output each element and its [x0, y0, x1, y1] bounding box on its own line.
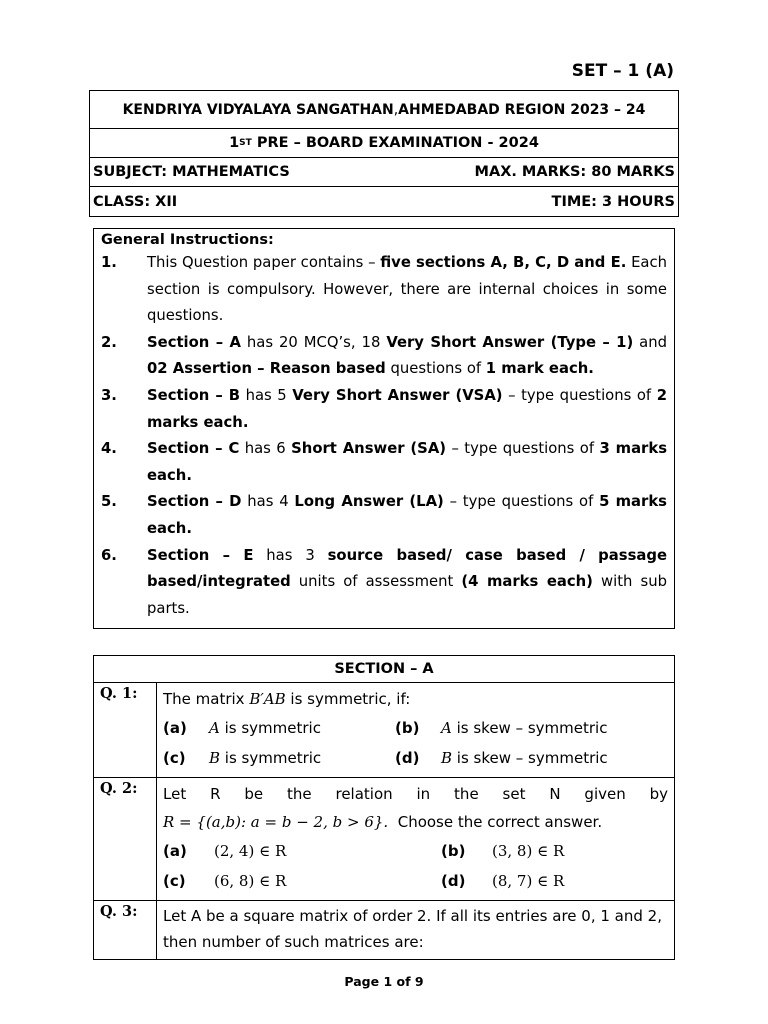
section-a-table [93, 655, 675, 960]
subject: SUBJECT: MATHEMATICS [93, 164, 290, 180]
option-a [163, 836, 441, 866]
instruction-fragment: Each section is compulsory. However, there are internal choices in some questions. [147, 254, 672, 325]
option-label: (c) [163, 749, 186, 767]
question-stem-math-line [163, 808, 668, 836]
instruction-emphasis: source based/ case based / passage based/integrated [147, 546, 673, 591]
option-math: A [441, 719, 452, 737]
instruction-number: 3. [101, 386, 117, 404]
instruction-item [101, 436, 673, 489]
stem-text: The matrix [163, 690, 250, 708]
exam-ordinal: 1 [229, 135, 240, 151]
question-row-2 [94, 778, 674, 901]
instruction-emphasis: (4 marks each) [461, 573, 593, 591]
instruction-emphasis: Short Answer (SA) [291, 440, 447, 458]
instruction-emphasis: Section – E [147, 546, 254, 564]
option-math: (3, 8) ∈ R [492, 842, 565, 860]
instruction-fragment: has 3 [253, 546, 328, 564]
instruction-fragment: has 5 [240, 386, 293, 404]
instruction-emphasis: Section – D [147, 493, 242, 511]
options-row [163, 713, 668, 743]
instruction-fragment: has 6 [239, 440, 292, 458]
instruction-fragment: has 4 [241, 493, 295, 511]
instruction-fragment: – type questions of [443, 493, 600, 511]
instruction-number: 4. [101, 440, 117, 458]
section-title: SECTION – A [94, 656, 674, 683]
instruction-emphasis: 5 marks each. [147, 493, 673, 537]
option-label: (a) [163, 719, 187, 737]
option-text: is symmetric [220, 749, 322, 767]
instruction-number: 2. [101, 333, 117, 351]
question-body [157, 901, 674, 959]
max-marks: MAX. MARKS: 80 MARKS [474, 164, 675, 180]
question-number: Q. 2: [94, 778, 157, 900]
exam-header-table [89, 90, 679, 217]
instruction-fragment: This Question paper contains – [147, 254, 381, 271]
instruction-text [147, 383, 673, 436]
instruction-text [147, 330, 672, 383]
option-text: is skew – symmetric [452, 749, 608, 767]
option-d [441, 866, 564, 896]
instruction-fragment: units of assessment [290, 573, 462, 591]
instruction-item [101, 250, 672, 330]
instruction-emphasis: 1 mark each. [485, 360, 594, 378]
option-b [441, 836, 564, 866]
instruction-fragment: with sub parts. [147, 573, 672, 617]
exam-title: PRE – BOARD EXAMINATION - 2024 [251, 135, 539, 151]
instruction-item [101, 383, 673, 436]
instruction-fragment: and [633, 333, 672, 351]
org-name: KENDRIYA VIDYALAYA SANGATHAN [122, 101, 394, 118]
question-stem: Let R be the relation in the set N given by [163, 785, 668, 803]
instruction-fragment: questions of [385, 360, 486, 378]
class-row [90, 187, 678, 216]
option-b [395, 713, 607, 743]
stem-math: R = {(a,b): a = b − 2, b > 6}. [163, 813, 389, 831]
option-label: (c) [163, 872, 186, 890]
instruction-text [147, 543, 673, 623]
subject-row [90, 158, 678, 187]
region-name: AHMEDABAD REGION 2023 – 24 [398, 101, 646, 118]
instructions-title: General Instructions: [101, 232, 274, 248]
instruction-number: 6. [101, 546, 117, 564]
instruction-emphasis: Section – B [147, 386, 241, 404]
option-label: (d) [395, 749, 420, 767]
question-row-3 [94, 901, 674, 959]
option-a [163, 713, 395, 743]
option-math: (2, 4) ∈ R [214, 842, 287, 860]
option-math: (8, 7) ∈ R [492, 872, 565, 890]
set-label: SET – 1 (A) [571, 61, 674, 81]
question-number: Q. 1: [94, 683, 157, 777]
question-number: Q. 3: [94, 901, 157, 959]
question-row-1 [94, 683, 674, 778]
option-math: B [209, 749, 221, 767]
options-row [163, 866, 668, 896]
instruction-emphasis: 3 marks each. [147, 440, 673, 484]
instruction-emphasis: five sections A, B, C, D and E. [380, 254, 627, 271]
instruction-emphasis: Section – C [147, 440, 240, 458]
instruction-number: 1. [101, 254, 117, 271]
option-text: is symmetric [219, 719, 321, 737]
instruction-text [147, 489, 673, 542]
instruction-fragment: – type questions of [502, 386, 657, 404]
general-instructions [93, 228, 675, 629]
question-body [157, 683, 674, 777]
instruction-emphasis: Very Short Answer (Type – 1) [386, 333, 634, 351]
instruction-emphasis: Long Answer (LA) [294, 493, 444, 511]
question-body [157, 778, 674, 900]
instruction-item [101, 330, 672, 383]
option-c [163, 866, 441, 896]
stem-text: Choose the correct answer. [388, 813, 603, 831]
instruction-text [147, 436, 673, 489]
instruction-emphasis: Very Short Answer (VSA) [292, 386, 503, 404]
option-label: (d) [441, 872, 466, 890]
option-d [395, 743, 608, 773]
instructions-list [101, 250, 673, 622]
option-label: (b) [441, 842, 466, 860]
options-row [163, 836, 668, 866]
class: CLASS: XII [93, 193, 178, 210]
org-separator: , [393, 101, 399, 118]
option-math: B [441, 749, 453, 767]
instruction-text [147, 250, 672, 330]
instruction-fragment: has 20 MCQ’s, 18 [240, 333, 387, 351]
exam-row: 1 ST PRE – BOARD EXAMINATION - 2024 [90, 129, 678, 158]
instruction-emphasis: 2 marks each. [147, 386, 673, 431]
option-label: (b) [395, 719, 420, 737]
instruction-number: 5. [101, 493, 117, 511]
option-math: A [209, 719, 220, 737]
instruction-item [101, 489, 673, 542]
page-number: Page 1 of 9 [344, 974, 424, 989]
instruction-emphasis: 02 Assertion – Reason based [147, 360, 386, 378]
option-text: is skew – symmetric [451, 719, 608, 737]
instruction-fragment: – type questions of [446, 440, 600, 458]
options-row [163, 743, 668, 773]
time: TIME: 3 HOURS [551, 193, 675, 210]
option-c [163, 743, 395, 773]
stem-text: is symmetric, if: [285, 690, 411, 708]
org-row [90, 91, 678, 129]
option-label: (a) [163, 842, 187, 860]
question-stem [163, 685, 668, 713]
option-math: (6, 8) ∈ R [214, 872, 287, 890]
instruction-item [101, 543, 673, 623]
stem-math: B′AB [249, 690, 286, 708]
instruction-emphasis: Section – A [147, 333, 241, 351]
question-stem: Let A be a square matrix of order 2. If all its entries are 0, 1 and 2, then number of such matrices are: [163, 907, 662, 951]
